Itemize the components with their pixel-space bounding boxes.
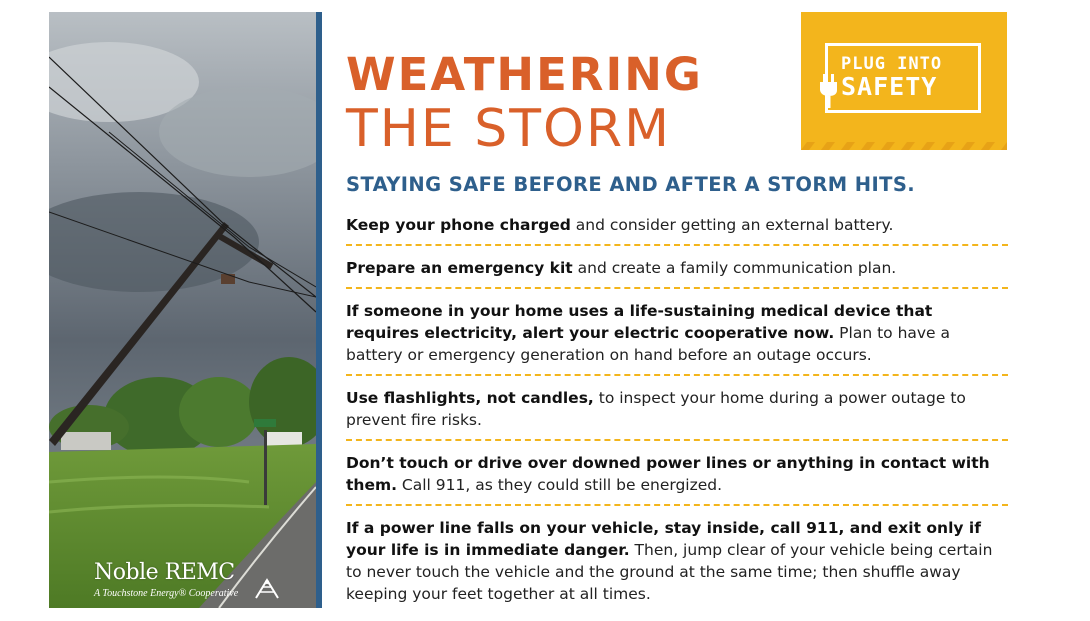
list-item [346, 514, 1008, 613]
page-title [346, 48, 703, 159]
tip-bold: Don’t touch or drive over downed power lines or anything in contact with them. [346, 454, 990, 494]
plug-icon [819, 74, 839, 108]
tip-bold: Use flashlights, not candles, [346, 389, 594, 407]
title-line-2: THE STORM [346, 99, 671, 159]
tip-bold: Keep your phone charged [346, 216, 571, 234]
hazard-stripes [801, 142, 1007, 150]
logo-tagline: A Touchstone Energy® Cooperative [94, 588, 239, 599]
tip-text: Then, jump clear of your vehicle being certain to never touch the vehicle and the ground at the same time; then shuffle away keeping your feet together at all times. [346, 541, 993, 603]
list-item [346, 384, 1008, 441]
tip-text: to inspect your home during a power outage to prevent fire risks. [346, 389, 966, 429]
list-item [346, 211, 1008, 246]
plug-into-safety-badge [801, 12, 1007, 150]
tip-bold: Prepare an emergency kit [346, 259, 573, 277]
tip-text: Call 911, as they could still be energized. [397, 476, 723, 494]
touchstone-logo-icon [254, 578, 280, 600]
accent-rule [316, 12, 322, 608]
tip-bold: If someone in your home uses a life-sustaining medical device that requires electricity, alert your electric cooperative now. [346, 302, 933, 342]
tip-text: Plan to have a battery or emergency generation on hand before an outage occurs. [346, 324, 951, 364]
storm-photo [49, 12, 316, 608]
tip-text: and consider getting an external battery. [570, 216, 894, 234]
list-item [346, 297, 1008, 376]
tip-bold: If a power line falls on your vehicle, stay inside, call 911, and exit only if your life is in immediate danger. [346, 519, 981, 559]
badge-line-2: SAFETY [841, 72, 938, 101]
safety-tips-list [346, 211, 1008, 621]
list-item [346, 449, 1008, 506]
section-subtitle: STAYING SAFE BEFORE AND AFTER A STORM HITS. [346, 173, 916, 196]
title-line-1: WEATHERING [346, 48, 703, 101]
list-item [346, 254, 1008, 289]
badge-line-1: PLUG INTO [841, 54, 943, 74]
tip-text: and create a family communication plan. [572, 259, 897, 277]
noble-remc-logo: Noble REMC [94, 560, 235, 585]
